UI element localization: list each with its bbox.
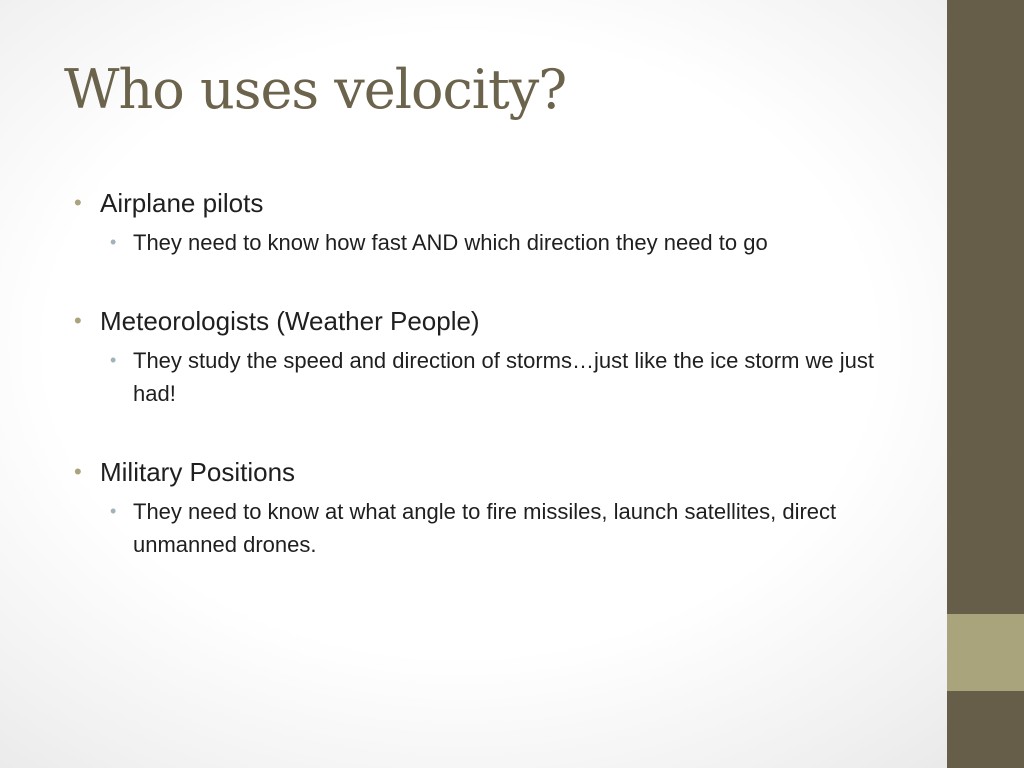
- sub-bullet-item: [72, 344, 902, 410]
- sub-bullet-item: [72, 495, 902, 561]
- bullet-item: [72, 186, 902, 220]
- bullet-item: [72, 455, 902, 489]
- sub-bullet-text: They need to know how fast AND which direction they need to go: [133, 230, 768, 255]
- bullet-icon: •: [74, 308, 82, 333]
- sub-bullet-item: [72, 226, 902, 259]
- bullet-group: [72, 455, 902, 561]
- sub-bullet-text: They need to know at what angle to fire missiles, launch satellites, direct unmanned drones.: [133, 499, 837, 557]
- bullet-text: Military Positions: [100, 457, 296, 487]
- bullet-text: Meteorologists (Weather People): [100, 306, 480, 336]
- bullet-item: [72, 304, 902, 338]
- bullet-icon: •: [74, 190, 82, 215]
- decorative-sidebar: [947, 0, 1024, 768]
- bullet-text: Airplane pilots: [100, 188, 264, 218]
- decorative-sidebar-accent: [947, 614, 1024, 691]
- sub-bullet-icon: •: [110, 350, 117, 370]
- sub-bullet-icon: •: [110, 232, 117, 252]
- bullet-group: [72, 186, 902, 259]
- slide-title: Who uses velocity?: [64, 58, 567, 121]
- sub-bullet-text: They study the speed and direction of storms…just like the ice storm we just had!: [133, 348, 874, 406]
- bullet-group: [72, 304, 902, 410]
- bullet-list: [72, 186, 902, 606]
- bullet-icon: •: [74, 459, 82, 484]
- sub-bullet-icon: •: [110, 501, 117, 521]
